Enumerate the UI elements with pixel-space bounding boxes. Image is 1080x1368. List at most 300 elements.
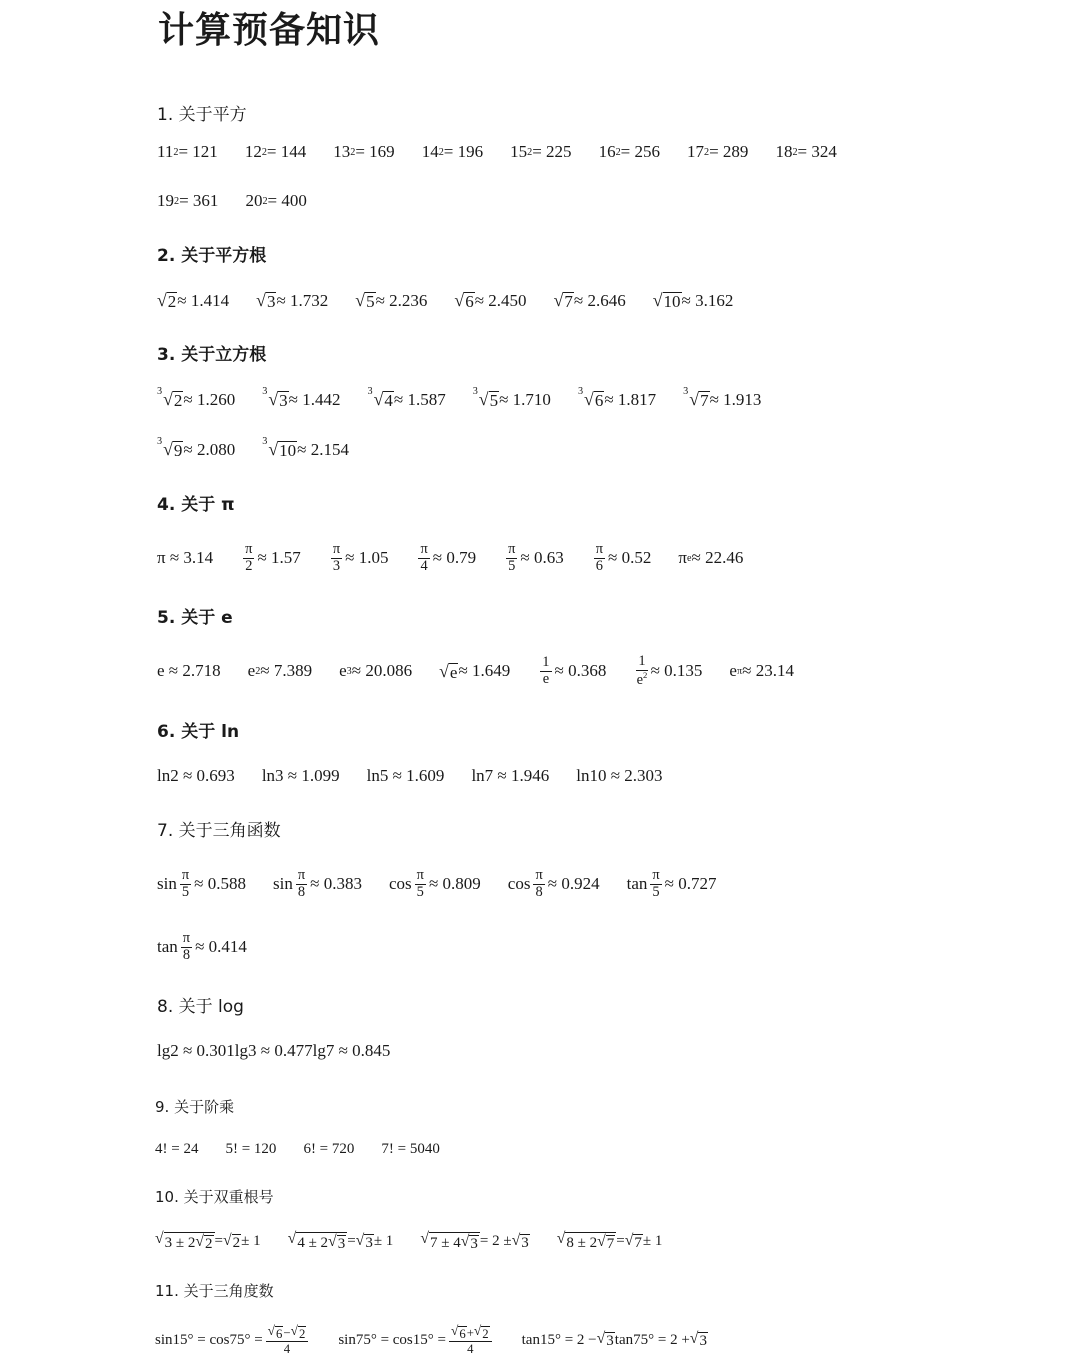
section-heading: 1. 关于平方 bbox=[157, 105, 247, 125]
radicand bbox=[594, 391, 605, 411]
formula bbox=[288, 1230, 394, 1253]
math-text: tan75° = 2 + bbox=[614, 1331, 690, 1348]
numerator bbox=[181, 931, 192, 948]
section-heading: 3. 关于立方根 bbox=[157, 345, 267, 365]
formula-row bbox=[157, 868, 717, 901]
section-heading: 10. 关于双重根号 bbox=[155, 1188, 274, 1206]
formula bbox=[245, 142, 306, 162]
formula bbox=[678, 548, 743, 568]
denominator bbox=[467, 1342, 473, 1356]
math-text: 7! = 5040 bbox=[381, 1141, 440, 1157]
formula bbox=[248, 661, 312, 681]
math-text: ≈ 2.154 bbox=[297, 439, 349, 459]
formula-row bbox=[157, 654, 794, 689]
denominator bbox=[245, 559, 252, 575]
formula-row bbox=[157, 290, 733, 312]
formula bbox=[262, 766, 340, 786]
math-text: ± 1 bbox=[642, 1232, 663, 1249]
math-text: 9 bbox=[173, 441, 183, 460]
formula bbox=[155, 1230, 261, 1253]
square-root bbox=[356, 1232, 374, 1252]
math-text: sin bbox=[272, 874, 293, 894]
superscript: 2 bbox=[438, 146, 444, 158]
radicand bbox=[469, 1235, 479, 1253]
square-root bbox=[451, 1324, 467, 1341]
formula bbox=[599, 142, 660, 162]
denominator bbox=[508, 559, 515, 575]
formula bbox=[653, 290, 734, 312]
radical-sign-icon: √ bbox=[689, 1330, 699, 1348]
formula bbox=[333, 142, 394, 162]
formula bbox=[262, 386, 341, 411]
formula-row bbox=[155, 1230, 662, 1253]
page-title: 计算预备知识 bbox=[158, 10, 381, 51]
formula bbox=[157, 142, 218, 162]
root-index: 3 bbox=[157, 386, 163, 397]
formula bbox=[256, 290, 328, 312]
radicand bbox=[173, 391, 184, 411]
square-root bbox=[256, 290, 276, 312]
math-text: 6! = 720 bbox=[303, 1141, 355, 1157]
math-text: 6 bbox=[459, 1327, 466, 1341]
formula bbox=[729, 661, 794, 681]
math-text: π bbox=[420, 541, 428, 557]
fraction bbox=[180, 868, 191, 901]
math-text: π bbox=[416, 867, 424, 883]
math-text: π bbox=[245, 541, 253, 557]
math-text: = 196 bbox=[443, 142, 484, 161]
numerator bbox=[506, 542, 517, 559]
math-text: 6 bbox=[465, 292, 474, 311]
math-text: ≈ 1.732 bbox=[276, 290, 329, 310]
numerator bbox=[243, 542, 254, 559]
math-text: ≈ 0.52 bbox=[608, 548, 652, 568]
math-text: ≈ 1.913 bbox=[709, 389, 762, 409]
math-text: = 361 bbox=[179, 191, 219, 210]
math-text: 2 bbox=[232, 1234, 241, 1251]
math-text: ≈ 3.162 bbox=[681, 290, 734, 310]
numerator bbox=[540, 655, 551, 672]
formula bbox=[157, 290, 229, 312]
math-text: ≈ 0.924 bbox=[547, 874, 600, 894]
square-root bbox=[597, 1330, 615, 1350]
radicand bbox=[633, 1234, 643, 1252]
formula bbox=[454, 290, 526, 312]
cube-root bbox=[262, 436, 297, 461]
superscript: e bbox=[686, 552, 692, 564]
formula-row bbox=[155, 1324, 708, 1356]
math-text: ≈ 0.383 bbox=[310, 874, 362, 894]
denominator bbox=[596, 559, 603, 575]
formula bbox=[389, 868, 481, 901]
math-text: = 2 ± bbox=[479, 1232, 512, 1249]
formula bbox=[367, 766, 445, 786]
math-text: π bbox=[508, 541, 516, 557]
math-text: 18 bbox=[775, 142, 793, 161]
root-index: 3 bbox=[262, 436, 268, 447]
math-text: 8 bbox=[535, 883, 543, 900]
math-text: sin15° = cos75° = bbox=[155, 1331, 263, 1348]
radical-sign-icon: √ bbox=[454, 290, 465, 310]
math-text: e bbox=[247, 661, 256, 681]
formula bbox=[422, 142, 483, 162]
section-heading: 7. 关于三角函数 bbox=[157, 821, 281, 841]
denominator bbox=[652, 885, 659, 901]
math-text: = 169 bbox=[355, 142, 395, 161]
radicand bbox=[365, 292, 376, 312]
math-text: tan bbox=[157, 937, 178, 957]
math-text: 7 bbox=[606, 1236, 615, 1252]
fraction bbox=[650, 868, 661, 901]
square-root bbox=[625, 1232, 643, 1252]
formula-row bbox=[157, 931, 247, 964]
section-heading: 2. 关于平方根 bbox=[157, 246, 267, 266]
math-text: sin bbox=[157, 874, 177, 894]
formula-row bbox=[155, 1141, 440, 1158]
math-text: ≈ 2.236 bbox=[375, 290, 428, 310]
denominator bbox=[420, 559, 427, 575]
formula bbox=[577, 386, 657, 411]
math-text: ≈ 1.817 bbox=[604, 389, 657, 409]
radical-sign-icon: √ bbox=[597, 1233, 606, 1250]
square-root bbox=[439, 661, 458, 683]
formula bbox=[157, 661, 221, 681]
math-text: 3 bbox=[332, 557, 341, 574]
math-text: 10 bbox=[279, 441, 297, 460]
radical-sign-icon: √ bbox=[584, 389, 594, 409]
math-text: 3 bbox=[279, 391, 288, 410]
numerator bbox=[266, 1324, 309, 1342]
fraction bbox=[449, 1324, 492, 1356]
radical-sign-icon: √ bbox=[163, 389, 173, 409]
root-index: 3 bbox=[577, 386, 584, 397]
math-text: = bbox=[616, 1232, 625, 1249]
math-text: = 324 bbox=[797, 142, 837, 161]
math-text: 6 bbox=[594, 391, 604, 410]
section-heading: 8. 关于 log bbox=[157, 997, 244, 1017]
formula bbox=[262, 436, 349, 461]
radical-sign-icon: √ bbox=[328, 1233, 337, 1250]
root-index: 3 bbox=[157, 436, 163, 447]
math-text: sin75° = cos15° = bbox=[338, 1331, 446, 1348]
math-text: 5 bbox=[416, 883, 424, 900]
root-index: 3 bbox=[683, 386, 689, 397]
fraction bbox=[243, 542, 254, 575]
math-text: ≈ 1.57 bbox=[257, 548, 301, 568]
math-text: 1 bbox=[638, 653, 646, 669]
radicand bbox=[232, 1234, 242, 1252]
fraction bbox=[181, 931, 192, 964]
math-text: 5 bbox=[181, 883, 190, 900]
radicand bbox=[699, 391, 710, 411]
formula bbox=[240, 542, 301, 575]
math-text: ≈ 1.710 bbox=[499, 389, 551, 409]
math-text: π bbox=[182, 930, 191, 946]
math-text: ≈ 0.368 bbox=[554, 661, 607, 681]
radical-sign-icon: √ bbox=[652, 290, 663, 310]
math-text: ≈ 0.79 bbox=[432, 548, 477, 568]
math-text: e bbox=[729, 661, 737, 681]
radical-sign-icon: √ bbox=[460, 1233, 470, 1250]
square-root bbox=[288, 1230, 348, 1253]
math-text: 8 ± 2 bbox=[566, 1234, 598, 1251]
superscript: π bbox=[736, 665, 743, 677]
radical-sign-icon: √ bbox=[420, 1230, 429, 1247]
math-text: 3 bbox=[337, 1236, 346, 1252]
math-text: ln2 ≈ 0.693 bbox=[157, 766, 235, 785]
math-text: = bbox=[347, 1232, 356, 1249]
formula bbox=[503, 542, 564, 575]
formula bbox=[683, 386, 762, 411]
radicand bbox=[449, 663, 459, 683]
math-text: 3 bbox=[521, 1234, 529, 1251]
math-text: 8 bbox=[297, 883, 306, 900]
math-text: π bbox=[595, 541, 604, 557]
formula bbox=[157, 191, 218, 211]
section-heading: 4. 关于 π bbox=[157, 495, 235, 515]
square-root bbox=[653, 290, 682, 312]
denominator bbox=[637, 671, 648, 689]
fraction bbox=[533, 868, 544, 901]
denominator bbox=[543, 672, 549, 688]
math-text: ± 1 bbox=[373, 1232, 394, 1249]
math-text: 4 bbox=[420, 557, 428, 574]
math-text: 3 bbox=[470, 1236, 478, 1252]
square-root bbox=[268, 1324, 284, 1341]
math-text: ≈ 1.05 bbox=[345, 548, 389, 568]
formula bbox=[328, 542, 389, 575]
math-text: ≈ 1.587 bbox=[393, 389, 446, 409]
math-text: = 225 bbox=[532, 142, 572, 161]
radicand bbox=[278, 391, 289, 411]
math-text: 3 bbox=[699, 1333, 707, 1350]
cube-root bbox=[157, 386, 183, 411]
numerator bbox=[594, 542, 605, 559]
numerator bbox=[636, 654, 647, 671]
radical-sign-icon: √ bbox=[267, 1323, 276, 1338]
math-text: ≈ 2.450 bbox=[474, 290, 527, 310]
cube-root bbox=[367, 386, 393, 411]
math-text: 2 bbox=[205, 1236, 213, 1252]
superscript: 2 bbox=[615, 146, 621, 158]
math-text: − bbox=[283, 1325, 291, 1340]
radicand bbox=[520, 1234, 530, 1252]
math-text: 20 bbox=[245, 191, 263, 210]
math-text: 7 bbox=[634, 1234, 642, 1251]
math-text: ln5 ≈ 1.609 bbox=[366, 766, 445, 785]
formula-row bbox=[157, 766, 663, 786]
superscript: 3 bbox=[346, 665, 352, 677]
square-root bbox=[420, 1230, 480, 1253]
math-text: ≈ 7.389 bbox=[260, 661, 313, 681]
square-root bbox=[461, 1233, 479, 1253]
formula bbox=[381, 1141, 439, 1158]
math-text: = 144 bbox=[266, 142, 307, 161]
radical-sign-icon: √ bbox=[268, 389, 279, 409]
square-root bbox=[454, 290, 474, 312]
radicand bbox=[563, 292, 574, 312]
formula bbox=[627, 868, 717, 901]
math-text: 2 bbox=[167, 292, 177, 311]
radical-sign-icon: √ bbox=[556, 1230, 566, 1247]
superscript: 2 bbox=[261, 146, 267, 158]
math-text: ≈ 0.63 bbox=[520, 548, 564, 568]
radicand bbox=[458, 1326, 466, 1341]
math-text: ln10 ≈ 2.303 bbox=[576, 766, 663, 785]
formula bbox=[157, 548, 213, 568]
math-text: ln3 ≈ 1.099 bbox=[261, 766, 340, 785]
fraction bbox=[266, 1324, 309, 1356]
formula-row bbox=[157, 542, 743, 575]
math-text: 8 bbox=[182, 946, 191, 963]
radicand bbox=[429, 1232, 480, 1253]
superscript: 2 bbox=[350, 146, 356, 158]
section-heading: 5. 关于 e bbox=[157, 608, 233, 628]
math-text: 5! = 120 bbox=[225, 1141, 277, 1157]
math-text: 3 ± 2 bbox=[164, 1234, 196, 1251]
math-text: 4 bbox=[283, 1342, 291, 1357]
formula bbox=[339, 661, 412, 681]
math-text: ≈ 0.414 bbox=[195, 937, 247, 957]
math-text: 11 bbox=[157, 142, 174, 161]
radicand bbox=[266, 292, 277, 312]
cube-root bbox=[683, 386, 709, 411]
radical-sign-icon: √ bbox=[473, 1323, 482, 1338]
formula bbox=[522, 1330, 708, 1350]
denominator bbox=[298, 885, 305, 901]
math-text: tan15° = 2 − bbox=[521, 1331, 597, 1348]
fraction bbox=[594, 542, 605, 575]
radical-sign-icon: √ bbox=[157, 290, 167, 310]
formula bbox=[355, 290, 427, 312]
math-text: 16 bbox=[598, 142, 616, 161]
root-index: 3 bbox=[262, 386, 268, 397]
formula bbox=[157, 868, 246, 901]
math-text: 6 bbox=[595, 557, 603, 574]
denominator bbox=[284, 1342, 290, 1356]
radical-sign-icon: √ bbox=[478, 389, 489, 409]
radical-sign-icon: √ bbox=[195, 1233, 205, 1250]
fraction bbox=[506, 542, 517, 575]
square-root bbox=[223, 1232, 241, 1252]
math-text: ≈ 0.809 bbox=[428, 874, 481, 894]
math-text: cos bbox=[388, 874, 412, 894]
section-heading: 11. 关于三角度数 bbox=[155, 1282, 274, 1300]
numerator bbox=[650, 868, 661, 885]
math-text: π bbox=[297, 867, 306, 883]
fraction bbox=[540, 655, 551, 688]
math-text: ≈ 23.14 bbox=[742, 661, 794, 681]
math-text: 7 bbox=[700, 391, 709, 410]
math-text: 5 bbox=[508, 557, 516, 574]
radical-sign-icon: √ bbox=[511, 1231, 521, 1249]
math-text: 7 ± 4 bbox=[429, 1234, 461, 1251]
radicand bbox=[565, 1232, 616, 1253]
square-root bbox=[554, 290, 574, 312]
denominator bbox=[182, 885, 189, 901]
radical-sign-icon: √ bbox=[624, 1231, 634, 1249]
math-text: 4 bbox=[384, 391, 393, 410]
radical-sign-icon: √ bbox=[553, 290, 564, 310]
formula bbox=[155, 1141, 198, 1158]
square-root bbox=[195, 1233, 213, 1253]
math-text: 7 bbox=[564, 292, 573, 311]
denominator bbox=[535, 885, 542, 901]
radicand bbox=[278, 441, 297, 461]
math-text: 5 bbox=[489, 391, 499, 410]
math-text: ≈ 0.135 bbox=[650, 661, 703, 681]
math-text: 3 bbox=[365, 1234, 373, 1251]
fraction bbox=[296, 868, 307, 901]
formula bbox=[273, 868, 362, 901]
radical-sign-icon: √ bbox=[256, 290, 266, 310]
math-text: + bbox=[466, 1325, 474, 1340]
superscript: 2 bbox=[174, 195, 180, 207]
math-text: ≈ 0.588 bbox=[194, 874, 246, 894]
radicand bbox=[173, 441, 184, 461]
numerator bbox=[418, 542, 429, 559]
superscript: 2 bbox=[643, 669, 648, 680]
formula bbox=[367, 386, 446, 411]
superscript: 2 bbox=[527, 146, 533, 158]
fraction bbox=[636, 654, 647, 689]
superscript: 2 bbox=[704, 146, 710, 158]
math-text: tan bbox=[626, 874, 648, 894]
math-text: π bbox=[535, 867, 543, 883]
math-text: ≈ 1.649 bbox=[458, 661, 511, 681]
square-root bbox=[512, 1232, 530, 1252]
math-text: = bbox=[214, 1232, 224, 1249]
math-text: 4 bbox=[467, 1342, 474, 1357]
radicand bbox=[663, 292, 682, 312]
math-text: = 121 bbox=[178, 142, 218, 161]
formula-row bbox=[157, 191, 307, 211]
radical-sign-icon: √ bbox=[439, 660, 449, 681]
formula bbox=[687, 142, 748, 162]
radical-sign-icon: √ bbox=[689, 389, 700, 409]
superscript: 2 bbox=[262, 195, 268, 207]
numerator bbox=[415, 868, 426, 885]
math-text: 2 bbox=[245, 557, 253, 574]
radicand bbox=[337, 1235, 347, 1253]
formula bbox=[510, 142, 571, 162]
math-text: 12 bbox=[244, 142, 262, 161]
fraction bbox=[415, 868, 426, 901]
cube-root bbox=[157, 436, 183, 461]
square-root bbox=[690, 1330, 708, 1350]
root-index: 3 bbox=[472, 386, 478, 397]
math-text: 1 bbox=[542, 654, 550, 671]
radicand bbox=[383, 391, 394, 411]
square-root bbox=[597, 1233, 615, 1253]
math-text: π ≈ 3.14 bbox=[157, 548, 214, 568]
cube-root bbox=[262, 386, 288, 411]
formula bbox=[303, 1141, 354, 1158]
formula bbox=[157, 1041, 390, 1061]
cube-root bbox=[577, 386, 604, 411]
formula bbox=[557, 1230, 663, 1253]
radical-sign-icon: √ bbox=[268, 439, 279, 459]
radical-sign-icon: √ bbox=[355, 1231, 365, 1249]
math-text: 3 bbox=[266, 292, 276, 311]
math-text: ≈ 1.260 bbox=[183, 389, 236, 409]
formula bbox=[576, 766, 662, 786]
radicand bbox=[296, 1232, 347, 1253]
math-text: 4 ± 2 bbox=[297, 1234, 329, 1251]
formula bbox=[508, 868, 600, 901]
numerator bbox=[533, 868, 544, 885]
formula-row bbox=[157, 1041, 390, 1061]
